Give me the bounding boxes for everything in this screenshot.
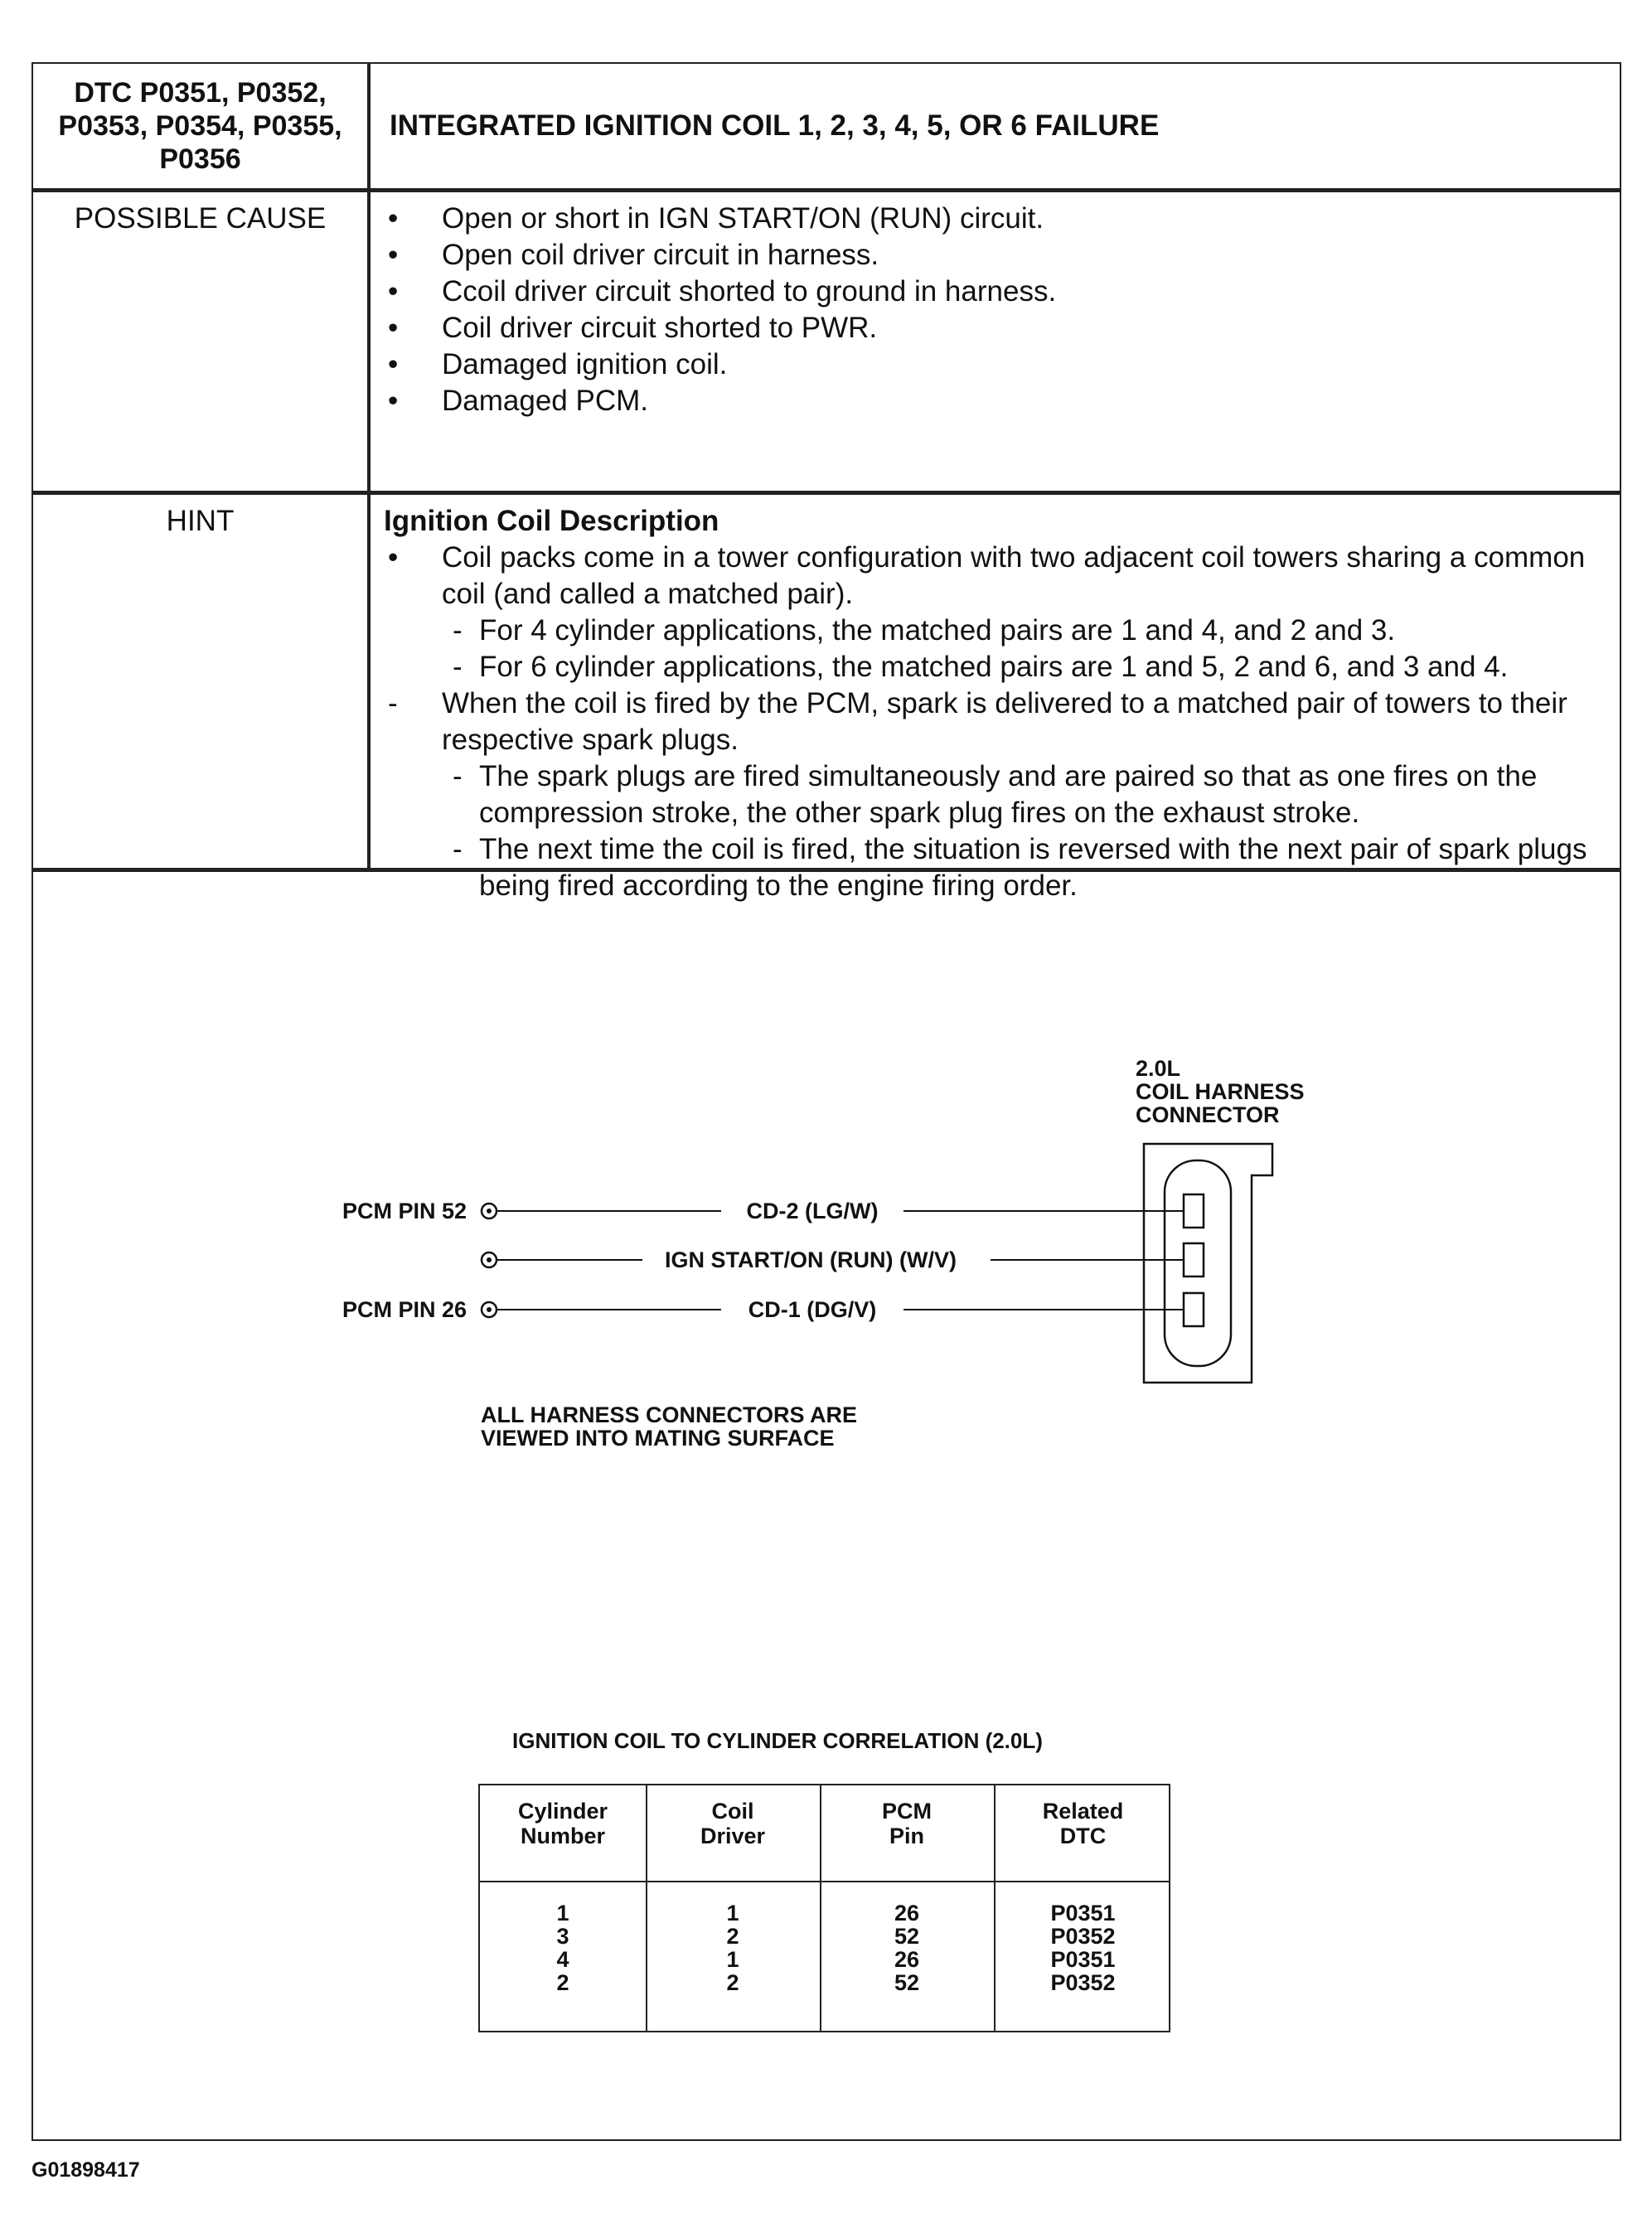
table-cell: 1: [556, 1901, 569, 1925]
table-cell: 26: [894, 1947, 920, 1972]
table-cell: 3: [556, 1924, 569, 1949]
figure-code: G01898417: [31, 2158, 140, 2182]
possible-cause-label: POSSIBLE CAUSE: [74, 202, 327, 235]
cause-item: • Open or short in IGN START/ON (RUN) circuit.: [388, 202, 1044, 235]
table-cell: 4: [556, 1947, 569, 1972]
hint-sub-item: - The spark plugs are fired simultaneously and are paired so that as one fires on the compression stroke, the other spark plug fires on the exhaust stroke.: [453, 760, 1538, 829]
table-header-divider: [480, 1881, 1169, 1882]
wire-1-left-label: PCM PIN 52: [342, 1199, 467, 1223]
diagram-note-line-2: VIEWED INTO MATING SURFACE: [481, 1426, 835, 1451]
connector-inner-cavity: [1165, 1160, 1231, 1366]
hint-label: HINT: [166, 505, 235, 537]
dtc-codes-line-2: P0353, P0354, P0355,: [58, 110, 342, 142]
table-cell: 52: [894, 1924, 920, 1949]
table-header-cell: Coil Driver: [700, 1799, 766, 1848]
connector-title-line-2: COIL HARNESS: [1136, 1079, 1305, 1104]
hint-bullet: • Coil packs come in a tower configuration with two adjacent coil towers sharing a common coil (and called a matched pair).: [388, 541, 1586, 610]
table-column-related-dtc: [994, 1901, 1172, 1994]
cause-item: • Coil driver circuit shorted to PWR.: [388, 312, 878, 344]
cause-item: • Damaged PCM.: [388, 385, 648, 417]
hint-sub-item: - The next time the coil is fired, the situation is reversed with the next pair of spark plugs being fired according to the engine firing order.: [453, 833, 1587, 902]
wire-terminal-dot-icon: [487, 1257, 492, 1262]
cause-item: • Ccoil driver circuit shorted to ground in harness.: [388, 275, 1057, 308]
table-cell: P0352: [1050, 1970, 1116, 1995]
table-cell: 2: [556, 1970, 569, 1995]
table-header-cell: PCM Pin: [882, 1799, 932, 1848]
hint-bullet: - When the coil is fired by the PCM, spark is delivered to a matched pair of towers to their respective spark plugs.: [388, 687, 1567, 756]
wire-3-left-label: PCM PIN 26: [342, 1297, 467, 1322]
correlation-table: [478, 1784, 1170, 2032]
table-cell: 2: [726, 1924, 739, 1949]
table-cell: 52: [894, 1970, 920, 1995]
table-cell: 26: [894, 1901, 920, 1925]
hint-sub-item: - For 6 cylinder applications, the matched pairs are 1 and 5, 2 and 6, and 3 and 4.: [453, 651, 1509, 683]
hint-heading: Ignition Coil Description: [384, 505, 719, 537]
dtc-title: INTEGRATED IGNITION COIL 1, 2, 3, 4, 5, OR 6 FAILURE: [390, 109, 1160, 142]
dtc-codes-line-3: P0356: [159, 143, 241, 175]
table-cell: 1: [726, 1947, 739, 1972]
diagram-note-line-1: ALL HARNESS CONNECTORS ARE: [481, 1402, 858, 1427]
wire-3-label: CD-1 (DG/V): [748, 1297, 877, 1322]
correlation-table-title: IGNITION COIL TO CYLINDER CORRELATION (2.0L): [512, 1728, 1043, 1753]
connector-pin-terminal: [1184, 1194, 1204, 1228]
wire-2-label: IGN START/ON (RUN) (W/V): [665, 1247, 957, 1272]
table-column-coil-driver: [646, 1901, 820, 1994]
hint-sub-item: - For 4 cylinder applications, the matched pairs are 1 and 4, and 2 and 3.: [453, 614, 1396, 647]
table-column-cylinder-number: [480, 1901, 646, 1994]
connector-pin-terminal: [1184, 1293, 1204, 1326]
wire-terminal-dot-icon: [487, 1307, 492, 1312]
dtc-codes-line-1: DTC P0351, P0352,: [74, 77, 327, 109]
cause-item: • Damaged ignition coil.: [388, 348, 728, 380]
table-cell: P0351: [1050, 1901, 1116, 1925]
connector-housing: [1144, 1144, 1272, 1383]
connector-pin-terminal: [1184, 1243, 1204, 1276]
table-cell: 2: [726, 1970, 739, 1995]
connector-title-line-3: CONNECTOR: [1136, 1102, 1280, 1127]
cause-item: • Open coil driver circuit in harness.: [388, 239, 879, 271]
table-header-cell: Related DTC: [1042, 1799, 1124, 1848]
wire-1-label: CD-2 (LG/W): [746, 1199, 879, 1223]
table-cell: P0352: [1050, 1924, 1116, 1949]
wire-terminal-dot-icon: [487, 1209, 492, 1213]
table-cell: 1: [726, 1901, 739, 1925]
table-column-pcm-pin: [820, 1901, 994, 1994]
table-cell: P0351: [1050, 1947, 1116, 1972]
connector-title-line-1: 2.0L: [1136, 1056, 1181, 1081]
table-header-cell: Cylinder Number: [517, 1799, 608, 1848]
